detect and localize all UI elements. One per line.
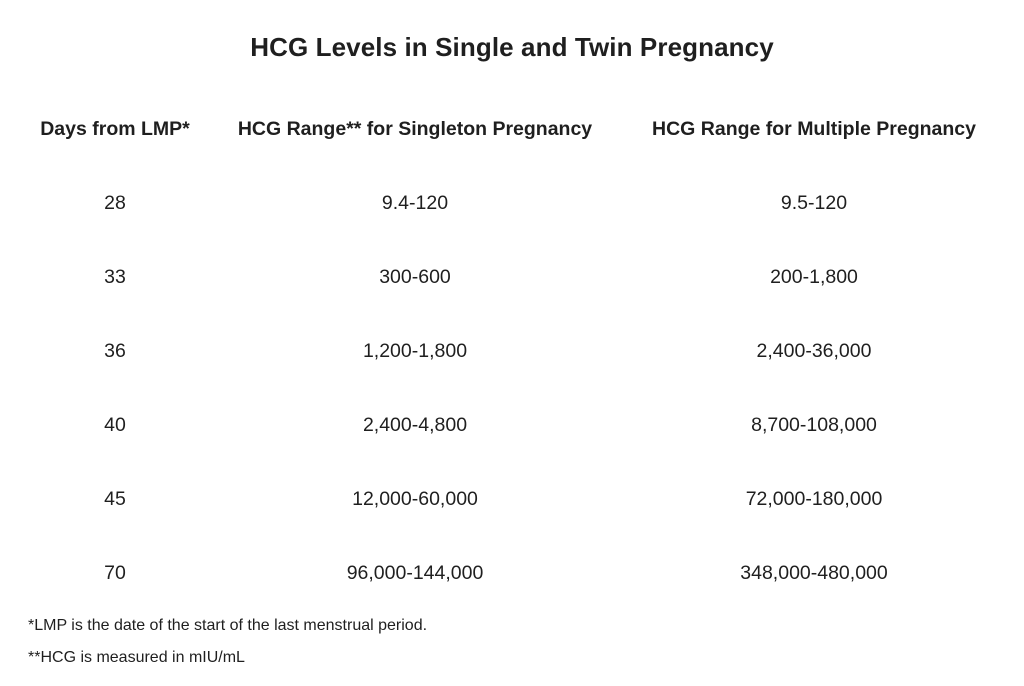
footnote-hcg-units: **HCG is measured in mIU/mL bbox=[28, 649, 245, 666]
table-header-row bbox=[20, 108, 1008, 150]
cell-multiple-range: 2,400-36,000 bbox=[756, 339, 872, 362]
cell-singleton-range: 12,000-60,000 bbox=[352, 487, 478, 510]
cell-days: 40 bbox=[104, 413, 126, 436]
cell-multiple-range: 348,000-480,000 bbox=[740, 561, 888, 584]
cell-days: 45 bbox=[104, 487, 126, 510]
table-row bbox=[20, 388, 1008, 462]
cell-singleton-range: 96,000-144,000 bbox=[346, 561, 484, 584]
table-row bbox=[20, 166, 1008, 240]
table-row bbox=[20, 240, 1008, 314]
cell-singleton-range: 9.4-120 bbox=[381, 191, 449, 214]
page-title: HCG Levels in Single and Twin Pregnancy bbox=[250, 32, 774, 62]
footnote-lmp-definition: *LMP is the date of the start of the last menstrual period. bbox=[28, 617, 428, 634]
hcg-levels-table bbox=[20, 108, 1008, 610]
header-singleton-range: HCG Range** for Singleton Pregnancy bbox=[237, 117, 593, 140]
cell-singleton-range: 1,200-1,800 bbox=[362, 339, 468, 362]
table-row bbox=[20, 462, 1008, 536]
cell-multiple-range: 200-1,800 bbox=[770, 265, 858, 288]
cell-days: 28 bbox=[104, 191, 126, 214]
table-row bbox=[20, 536, 1008, 610]
cell-days: 70 bbox=[104, 561, 126, 584]
cell-singleton-range: 300-600 bbox=[379, 265, 451, 288]
header-multiple-range: HCG Range for Multiple Pregnancy bbox=[652, 117, 976, 140]
cell-singleton-range: 2,400-4,800 bbox=[362, 413, 468, 436]
cell-days: 36 bbox=[104, 339, 126, 362]
cell-multiple-range: 72,000-180,000 bbox=[745, 487, 883, 510]
table-row bbox=[20, 314, 1008, 388]
header-days-from-lmp: Days from LMP* bbox=[40, 117, 190, 140]
cell-days: 33 bbox=[104, 265, 126, 288]
cell-multiple-range: 8,700-108,000 bbox=[751, 413, 877, 436]
cell-multiple-range: 9.5-120 bbox=[780, 191, 848, 214]
